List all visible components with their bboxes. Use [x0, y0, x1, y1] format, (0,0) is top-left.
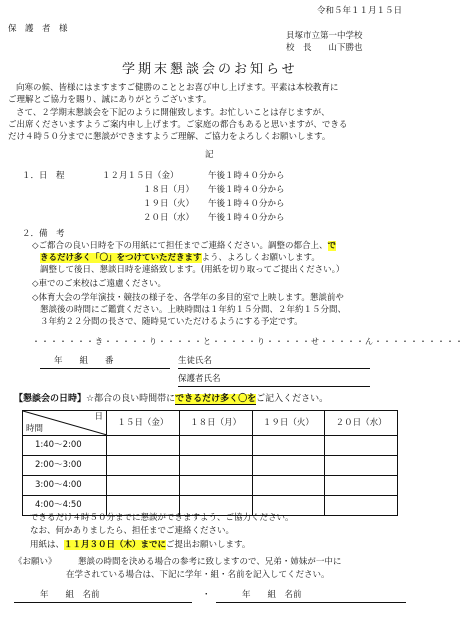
table-row — [23, 456, 398, 476]
availability-cell[interactable] — [252, 456, 325, 476]
availability-cell[interactable] — [252, 476, 325, 496]
availability-cell[interactable] — [179, 456, 252, 476]
note-1-text: よう、よろしくお願いします。 — [201, 253, 320, 263]
body-line: 向寒の候、皆様にはますますご健勝のこととお喜び申し上げます。平素は本校教育に — [16, 83, 339, 93]
time-slot-label: 1:40～2:00 — [23, 436, 107, 456]
school-name: 貝塚市立第一中学校 — [286, 31, 363, 41]
table-row — [23, 476, 398, 496]
schedule-time: 午後１時４０分から — [208, 185, 285, 195]
notes-label: ２．備 考 — [22, 229, 65, 239]
column-header: １９日（火） — [252, 411, 325, 436]
instruction-text: ご記入ください。 — [256, 394, 329, 404]
availability-cell[interactable] — [107, 436, 180, 456]
schedule-label: １．日 程 — [22, 171, 65, 181]
ki-heading: 記 — [205, 150, 214, 160]
section-label: 【懇談会の日時】 — [14, 394, 87, 404]
sibling-field-right[interactable] — [216, 590, 406, 603]
column-header: ２０日（水） — [325, 411, 398, 436]
instruction-text: ☆都合の良い時間帯に — [86, 394, 176, 404]
schedule-time: 午後１時４０分から — [208, 213, 285, 223]
student-name-field[interactable] — [178, 356, 370, 369]
cut-line: ・・・・・・・き・・・・・り・・・・・と・・・・・り・・・・・せ・・・・・ん・・・・・・・・・・ — [32, 337, 464, 346]
closing-line: できるだけ４時５０分までに懇談ができますよう、ご協力ください。 — [30, 513, 294, 523]
note-3-line3: ３年約２２分間の長さで、随時見ていただけるようにする予定です。 — [40, 317, 303, 327]
request-line: 懇談の時間を決める場合の参考に致しますので、兄弟・姉妹が一中に — [78, 557, 342, 567]
body-line: だけ４時５０分までに懇談ができますようご理解、ご協力をよろしくお願いします。 — [8, 132, 331, 142]
deadline-highlight: １１月３０日（木）までに — [64, 540, 167, 550]
corner-time-label: 時間 — [26, 423, 44, 434]
note-2: ◇車でのご来校はご遠慮ください。 — [32, 279, 167, 289]
note-1-text: ◇ご都合の良い日時を下の用紙にて担任までご連絡ください。調整の都合上、 — [32, 241, 328, 251]
closing-text: ご提出お願いします。 — [166, 540, 251, 550]
column-header: １８日（月） — [179, 411, 252, 436]
availability-cell[interactable] — [107, 476, 180, 496]
body-line: ご出席くださいますようご案内申し上げます。ご家庭の都合もあると思いますが、できる — [8, 120, 348, 130]
class-number-label: 年 組 番 — [54, 356, 114, 366]
availability-cell[interactable] — [325, 436, 398, 456]
class-number-field[interactable] — [40, 356, 170, 369]
sibling-field-left[interactable] — [14, 590, 192, 603]
table-corner-cell — [23, 411, 107, 436]
sibling-label: 年 組 名前 — [40, 590, 100, 600]
body-line: さて、２学期末懇談会を下記のように開催致します。お忙しいことは存じますが、 — [16, 108, 330, 118]
availability-cell[interactable] — [325, 456, 398, 476]
guardian-name-label: 保護者氏名 — [178, 374, 221, 384]
availability-cell[interactable] — [107, 456, 180, 476]
availability-cell[interactable] — [179, 436, 252, 456]
note-1-highlight: で — [327, 241, 337, 251]
availability-cell[interactable] — [252, 436, 325, 456]
page-title: 学期末懇談会のお知らせ — [122, 62, 298, 77]
note-1-line1 — [32, 241, 336, 251]
schedule-date: １８日（月） — [143, 185, 195, 195]
meeting-section-heading — [14, 394, 328, 405]
closing-line: なお、何かありましたら、担任までご連絡ください。 — [30, 526, 235, 536]
note-1-line2 — [40, 253, 320, 263]
instruction-highlight: できるだけ多く〇を — [175, 394, 257, 404]
schedule-date: ２０日（水） — [143, 213, 195, 223]
note-3-line1: ◇体育大会の学年演技・競技の様子を、各学年の多目的室で上映します。懇談前や — [32, 293, 344, 303]
schedule-time: 午後１時４０分から — [208, 199, 285, 209]
time-slot-label: 2:00～3:00 — [23, 456, 107, 476]
guardian-name-field[interactable] — [178, 374, 370, 387]
body-line: ご理解とご協力を賜り、誠にありがとうございます。 — [8, 95, 212, 105]
recipient: 保 護 者 様 — [8, 24, 68, 34]
note-1-line3: 調整して後日、懇談日時を連絡致します。(用紙を切り取ってご提出ください。） — [40, 265, 345, 275]
issue-date: 令和５年１１月１５日 — [316, 6, 402, 16]
time-slot-label: 4:00～4:50 — [23, 496, 107, 516]
schedule-date: １９日（火） — [143, 199, 195, 209]
sibling-label: 年 組 名前 — [242, 590, 302, 600]
schedule-date: １２月１５日（金） — [102, 171, 179, 181]
note-1-highlight: きるだけ多く「〇」をつけていただきます — [40, 253, 202, 263]
sibling-separator: ・ — [202, 590, 211, 600]
closing-deadline — [30, 540, 250, 550]
table-header-row — [23, 411, 398, 436]
availability-cell[interactable] — [325, 476, 398, 496]
principal-name: 校 長 山下勝也 — [286, 43, 363, 53]
availability-table — [22, 410, 398, 516]
request-line: 在学されている場合は、下記に学年・組・名前を記入してください。 — [66, 570, 330, 580]
time-slot-label: 3:00～4:00 — [23, 476, 107, 496]
corner-day-label: 日 — [94, 412, 103, 422]
closing-text: 用紙は、 — [30, 540, 65, 550]
availability-cell[interactable] — [325, 496, 398, 516]
student-name-label: 生徒氏名 — [178, 356, 213, 366]
note-3-line2: 懇談後の時間にご鑑賞ください。上映時間は１年約１５分間、２年約１５分間、 — [40, 305, 347, 315]
schedule-time: 午後１時４０分から — [208, 171, 285, 181]
column-header: １５日（金） — [107, 411, 180, 436]
availability-cell[interactable] — [179, 476, 252, 496]
request-label: 《お願い》 — [14, 557, 57, 567]
table-row — [23, 436, 398, 456]
